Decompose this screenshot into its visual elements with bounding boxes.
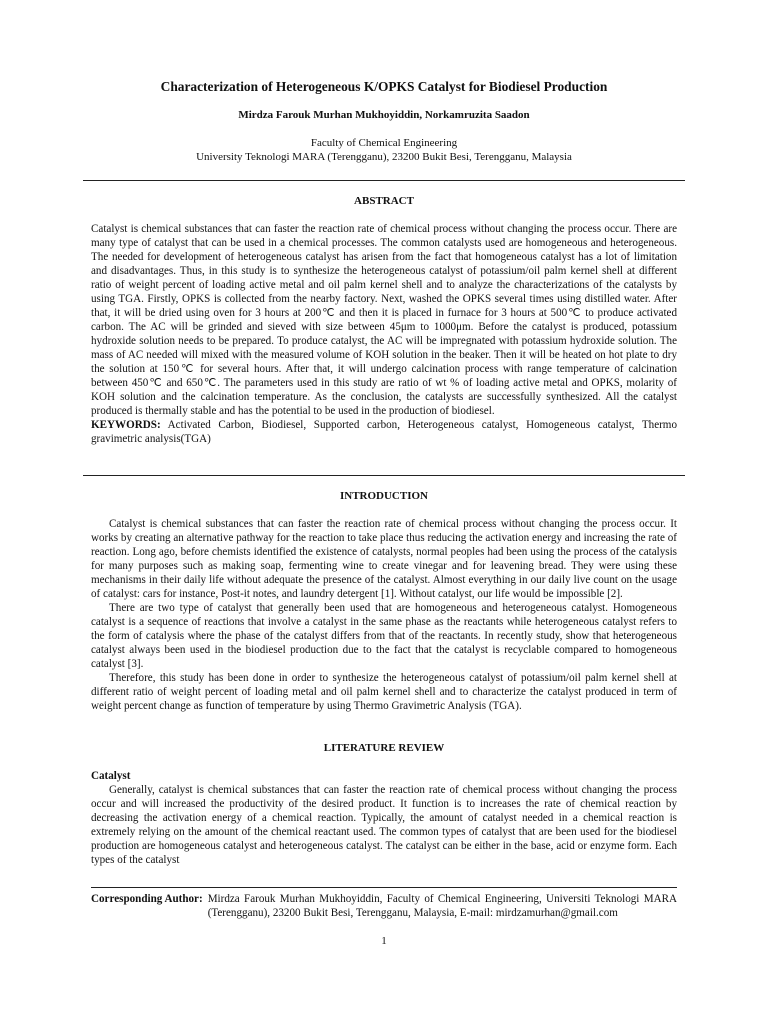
introduction-body [91, 517, 677, 713]
keywords-label: KEYWORDS: [91, 419, 161, 431]
corresponding-author-footnote [91, 892, 677, 920]
introduction-paragraph-2: There are two type of catalyst that generally been used that are homogeneous and heterogeneous catalyst. Homogeneous catalyst is a sequence of reactions that involve a catalyst in the same phase as the reactants while heterogeneous catalyst refers to the form of catalysis where the phase of the catalyst differs from that of the reactants. In recently study, show that heterogeneous catalyst always been used in the biodiesel production due to the fact that the catalyst is recyclable compared to homogeneous catalyst [3]. [91, 602, 677, 670]
author-list: Mirdza Farouk Murhan Mukhoyiddin, Norkamruzita Saadon [238, 109, 530, 121]
top-divider [83, 180, 685, 181]
introduction-paragraph-1: Catalyst is chemical substances that can faster the reaction rate of chemical process without changing the process occur. It works by creating an alternative pathway for the reaction to take place thus reducing the activation energy and increasing the rate of reaction. Long ago, before chemists identified the existence of catalysts, normal peoples had been using the process of the catalysis for many purposes such as making soap, fermenting wine to create vinegar and for leavening bread. They were using these mechanisms in their daily life without adequate the presence of the catalyst. Almost everything in our daily live count on the usage of catalyst: cars for instance, Post-it notes, and laundry detergent [1]. Without catalyst, our life would be impossible [2]. [91, 518, 677, 600]
keywords-line [91, 418, 677, 446]
introduction-paragraph-3: Therefore, this study has been done in order to synthesize the heterogeneous catalyst of potassium/oil palm kernel shell at different ratio of weight percent of loading metal and oil palm kernel shell and to characterize the catalyst produced in term of weight percent change as function of temperature by using Thermo Gravimetric Analysis (TGA). [91, 672, 677, 712]
catalyst-subheading: Catalyst [91, 770, 131, 782]
keywords-text: Activated Carbon, Biodiesel, Supported carbon, Heterogeneous catalyst, Homogeneous catalyst, Thermo gravimetric analysis(TGA) [91, 419, 677, 445]
affiliation [91, 136, 677, 164]
abstract-body [91, 222, 677, 446]
page-number: 1 [381, 935, 387, 947]
literature-body [91, 769, 677, 867]
affiliation-university: University Teknologi MARA (Terengganu), 23200 Bukit Besi, Terengganu, Malaysia [196, 151, 572, 163]
footnote-text: Mirdza Farouk Murhan Mukhoyiddin, Faculty of Chemical Engineering, Universiti Teknologi MARA (Terengganu), 23200 Bukit Besi, Terengganu, Malaysia, E-mail: mirdzamurhan@gmail.com [207, 893, 677, 919]
affiliation-faculty: Faculty of Chemical Engineering [310, 137, 458, 149]
paper-title: Characterization of Heterogeneous K/OPKS Catalyst for Biodiesel Production [160, 79, 608, 94]
abstract-text: Catalyst is chemical substances that can faster the reaction rate of chemical process without changing the process occur. There are many type of catalyst that can be used in a chemical processes. The common catalysts used are homogeneous and heterogeneous. The needed for development of heterogeneous catalyst has arisen from the fact that homogeneous catalyst has a lot of limitation and disadvantages. Thus, in this study is to synthesize the heterogeneous catalyst of potassium/oil palm kernel shell at different ratio of weight percent of loading active metal and oil palm kernel shell and to analyze the characterizations of the catalysts by using TGA. Firstly, OPKS is collected from the nearby factory. Next, washed the OPKS several times using distilled water. After that, it will be dried using oven for 3 hours at 200℃ and then it is placed in furnace for 3 hours at 500℃ to produce activated carbon. The AC will be grinded and sieved with size between 45μm to 1000μm. Before the catalyst is produced, potassium hydroxide solution needs to be prepared. To produce catalyst, the AC will be impregnated with potassium hydroxide solution. The mass of AC needed will mixed with the measured volume of KOH solution in the beaker. Then it will be heated on hot plate to dry the solution at 150℃ for several hours. After that, it will undergo calcination process with range temperature of calcination between 450℃ and 650℃. The parameters used in this study are ratio of wt % of loading active metal and OPKS, molarity of KOH solution and the calcination temperature. As the conclusion, the catalysts are successfully synthesized. All the catalyst produced is thermally stable and has the potential to be used in the production of biodiesel. [91, 223, 677, 417]
introduction-heading: INTRODUCTION [339, 490, 428, 502]
literature-paragraph-1: Generally, catalyst is chemical substances that can faster the reaction rate of chemical process without changing the process occur and will increased the productivity of the desired product. It function is to increases the rate of chemical reaction by decreasing the activation energy of a chemical reaction. Typically, the amount of catalyst needed in a chemical reaction is extremely relying on the amount of the chemical reactant used. The common types of catalyst that are been used for the biodiesel production are homogeneous catalyst and heterogeneous catalyst. The catalyst can be either in the base, acid or enzyme form. Each types of the catalyst [91, 784, 677, 866]
abstract-divider [83, 475, 685, 476]
footnote-label: Corresponding Author: [91, 893, 203, 905]
abstract-heading: ABSTRACT [354, 195, 414, 207]
footnote-divider [91, 887, 677, 888]
literature-heading: LITERATURE REVIEW [323, 742, 445, 754]
